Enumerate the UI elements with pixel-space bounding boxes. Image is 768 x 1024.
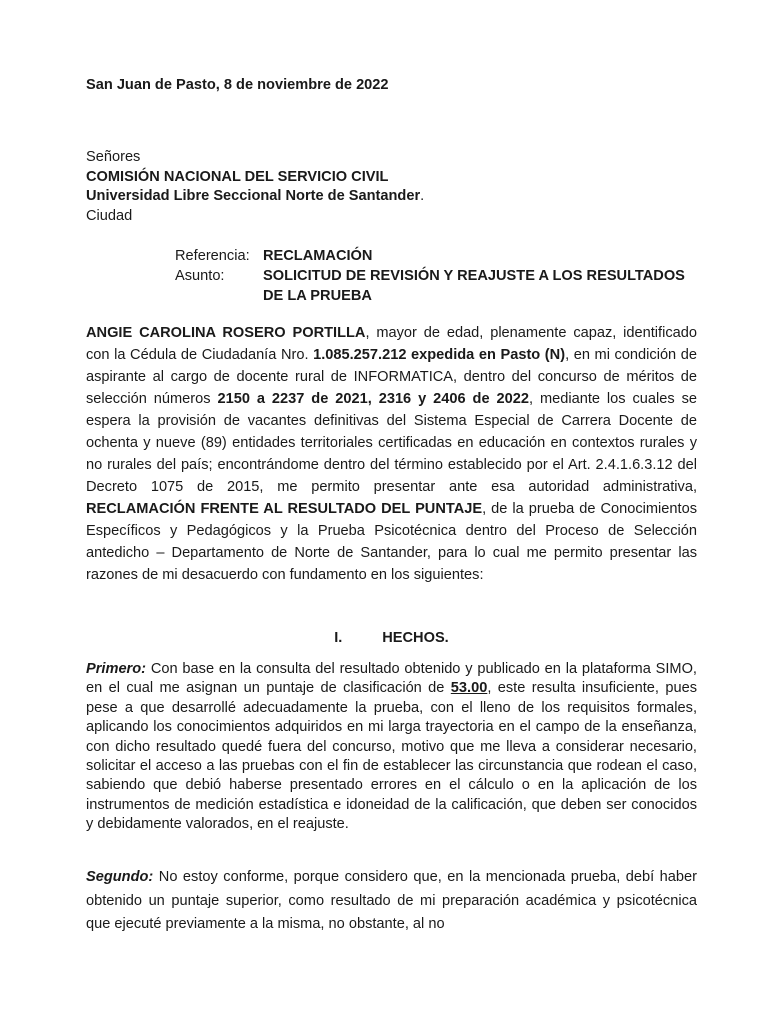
reference-block: [175, 246, 697, 306]
addressee-block: [86, 148, 697, 226]
reference-value: RECLAMACIÓN: [263, 248, 373, 264]
score-value: 53.00: [450, 680, 488, 697]
fact-first-text-2: , este resulta insuficiente, pues pese a que desarrollé adecuadamente la prueba, con el lleno de los requisitos formales, aplicando los conocimientos adquiridos en mi larga trayectoria en el campo de la enseñanza, con dicho resultado quedé fuera del concurso, motivo que me lleva a considerar necesario, solicitar el acceso a las pruebas con el fin de establecer las circunstancia que rodean el caso, sabiendo que debió haberse presentado errores en el cálculo o en la aplicación de los instrumentos de medición estadística e idoneidad de la calificación, que deben ser conocidos y debidamente valorados, en el reajuste.: [86, 680, 697, 833]
addressee-org-2-period: .: [420, 188, 425, 204]
fact-first-paragraph: [86, 660, 697, 835]
fact-first-label: Primero:: [86, 661, 147, 677]
salutation: Señores: [86, 149, 141, 165]
addressee-org-2-line: [86, 187, 697, 207]
id-number: 1.085.257.212 expedida en Pasto (N): [313, 347, 566, 363]
reference-row: [175, 246, 697, 266]
applicant-name: ANGIE CAROLINA ROSERO PORTILLA: [86, 325, 366, 341]
section-heading: [86, 630, 697, 646]
contest-numbers: 2150 a 2237 de 2021, 2316 y 2406 de 2022: [217, 391, 529, 407]
subject-value: SOLICITUD DE REVISIÓN Y REAJUSTE A LOS RESULTADOS DE LA PRUEBA: [263, 268, 685, 304]
fact-second-text: No estoy conforme, porque considero que, en la mencionada prueba, debí haber obtenido un puntaje superior, como resultado de mi preparación académica y psicotécnica que ejecuté previamente a la misma, no obstante, al no: [86, 869, 697, 932]
addressee-org-1: COMISIÓN NACIONAL DEL SERVICIO CIVIL: [86, 168, 389, 185]
section-title: HECHOS.: [382, 630, 449, 646]
addressee-city: Ciudad: [86, 207, 133, 224]
addressee-org-2: Universidad Libre Seccional Norte de Santander: [86, 188, 421, 204]
subject-label: Asunto:: [175, 268, 225, 284]
intro-text-3: , mediante los cuales se espera la provisión de vacantes definitivas del Sistema Especial de Carrera Docente de ochenta y nueve (89) entidades territoriales certificadas en educación en contextos rurales y no rurales del país; encontrándome dentro del término establecido por el Art. 2.4.1.6.3.12 del Decreto 1075 de 2015, me permito presentar ante esa autoridad administrativa,: [86, 391, 698, 495]
subject-row: [175, 266, 697, 306]
intro-text-1: , mayor de edad, plenamente capaz, identificado con la Cédula de Ciudadanía Nro.: [86, 325, 697, 363]
fact-second-paragraph: [86, 866, 697, 937]
intro-text-4: , de la prueba de Conocimientos Específicos y Pedagógicos y la Prueba Psicotécnica dentro del Proceso de Selección antedicho – Departamento de Norte de Santander, para lo cual me permito presentar las razones de mi desacuerdo con fundamento en los siguientes:: [86, 501, 697, 583]
place-date: San Juan de Pasto, 8 de noviembre de 2022: [86, 77, 389, 93]
intro-text-2: , en mi condición de aspirante al cargo de docente rural de INFORMATICA, dentro del concurso de méritos de selección números: [86, 347, 697, 407]
claim-title: RECLAMACIÓN FRENTE AL RESULTADO DEL PUNTAJE: [86, 501, 483, 517]
fact-first-text-1: Con base en la consulta del resultado obtenido y publicado en la plataforma SIMO, en el cual me asignan un puntaje de clasificación de: [86, 661, 697, 697]
fact-second-label: Segundo:: [86, 869, 154, 885]
reference-label: Referencia:: [175, 248, 250, 264]
intro-paragraph: [86, 322, 697, 586]
section-number: I.: [334, 630, 343, 646]
